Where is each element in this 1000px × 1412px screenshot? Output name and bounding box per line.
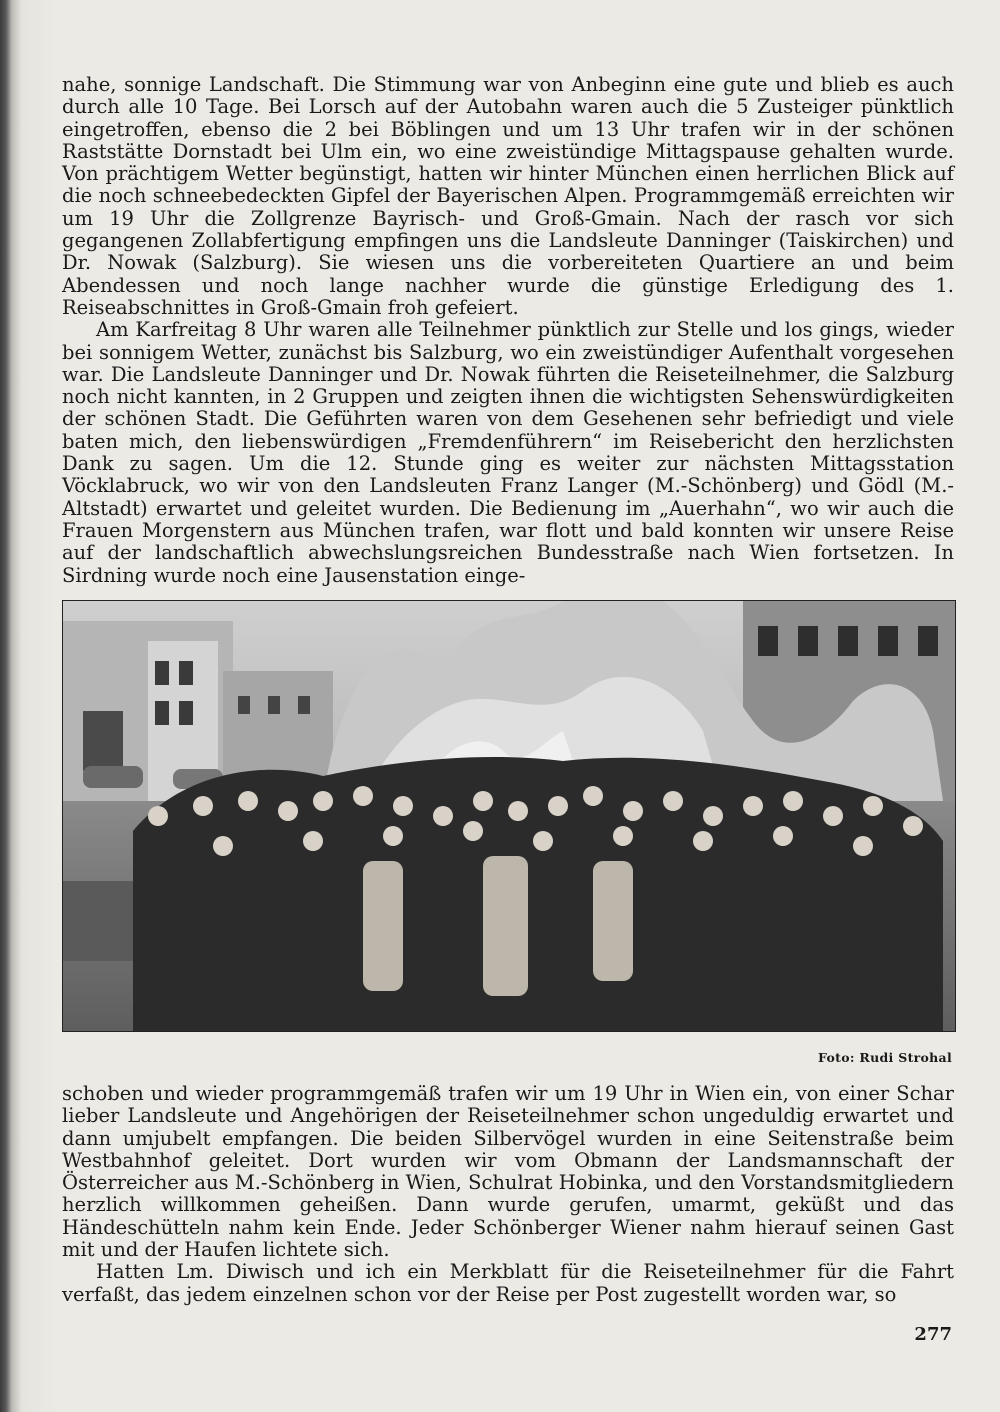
text-column-bottom (62, 1083, 954, 1306)
group-photo (62, 600, 956, 1032)
paragraph-bottom-1: schoben und wieder programmgemäß trafen wir um 19 Uhr in Wien ein, von einer Schar lieber Landsleute und Angehörigen der Reiseteilnehmer schon ungeduldig erwartet und dann umjubelt empfangen. Die beiden Silbervögel wurden in eine Seitenstraße beim Westbahnhof geleitet. Dort wurden wir vom Obmann der Landsmannschaft der Österreicher aus M.-Schönberg in Wien, Schulrat Hobinka, und den Vorstandsmitgliedern herzlich willkommen geheißen. Dann wurde gerufen, umarmt, geküßt und das Händeschütteln nahm kein Ende. Jeder Schönberger Wiener nahm hierauf seinen Gast mit und der Haufen lichtete sich. (62, 1082, 954, 1262)
paragraph-top-1: nahe, sonnige Landschaft. Die Stimmung war von Anbeginn eine gute und blieb es auch durch alle 10 Tage. Bei Lorsch auf der Autobahn waren auch die 5 Zusteiger pünktlich eingetroffen, ebenso die 2 bei Böblingen und um 13 Uhr trafen wir in der schönen Raststätte Dornstadt bei Ulm ein, wo eine zweistündige Mittagspause gehalten wurde. Von prächtigem Wetter begünstigt, hatten wir hinter München einen herrlichen Blick auf die noch schneebedeckten Gipfel der Bayerischen Alpen. Programmgemäß erreichten wir um 19 Uhr die Zollgrenze Bayrisch- und Groß-Gmain. Nach der rasch vor sich gegangenen Zollabfertigung empfingen uns die Landsleute Danninger (Taiskirchen) und Dr. Nowak (Salzburg). Sie wiesen uns die vorbereiteten Quartiere an und beim Abendessen und noch lange nachher wurde die günstige Erledigung des 1. Reiseabschnittes in Groß-Gmain froh gefeiert. (62, 73, 954, 319)
paragraph-top-2: Am Karfreitag 8 Uhr waren alle Teilnehmer pünktlich zur Stelle und los gings, wieder bei sonnigem Wetter, zunächst bis Salzburg, wo ein zweistündiger Aufenthalt vorgesehen war. Die Landsleute Danninger und Dr. Nowak führten die Reiseteilnehmer, die Salzburg noch nicht kannten, in 2 Gruppen und zeigten ihnen die wichtigsten Sehenswürdigkeiten der schönen Stadt. Die Geführten waren von dem Gesehenen sehr befriedigt und viele baten mich, den liebenswürdigen „Fremdenführern“ im Reisebericht den herzlichsten Dank zu sagen. Um die 12. Stunde ging es weiter zur nächsten Mittagsstation Vöcklabruck, wo wir von den Landsleuten Franz Langer (M.-Schönberg) und Gödl (M.-Altstadt) erwartet und geleitet wurden. Die Bedienung im „Auerhahn“, wo wir auch die Frauen Morgenstern aus München trafen, war flott und bald konnten wir unsere Reise auf der landschaftlich abwechslungsreichen Bundesstraße nach Wien fortsetzen. In Sirdning wurde noch eine Jausenstation einge- (62, 318, 954, 587)
photo-caption: Foto: Rudi Strohal (818, 1050, 952, 1065)
page-number: 277 (914, 1324, 952, 1345)
paragraph-bottom-2: Hatten Lm. Diwisch und ich ein Merkblatt für die Reiseteilnehmer für die Fahrt verfaßt, das jedem einzelnen schon vor der Reise per Post zugestellt worden war, so (62, 1260, 954, 1306)
text-column-top (62, 74, 954, 587)
